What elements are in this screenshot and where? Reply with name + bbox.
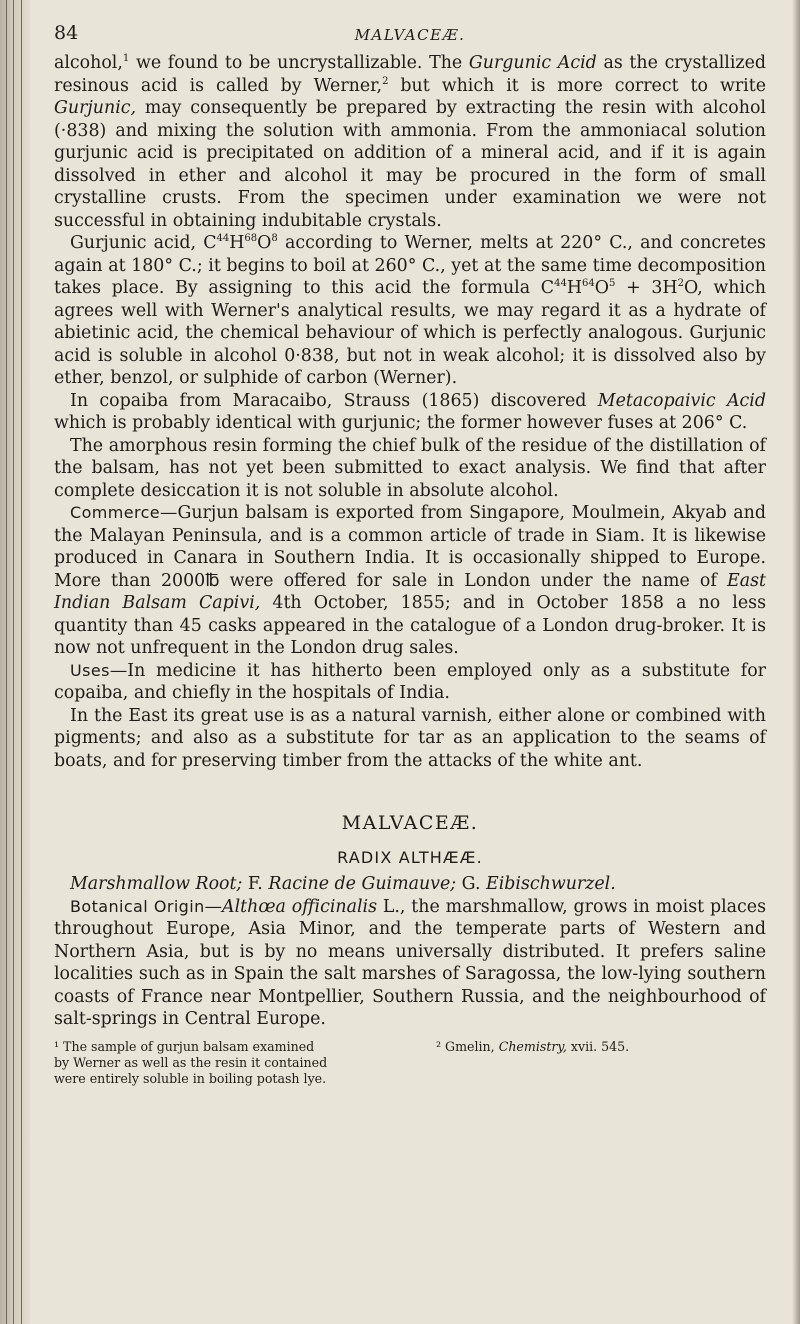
text-run: as the crystallized resinous acid is called by Werner, xyxy=(54,53,767,96)
text-run: G. xyxy=(456,874,487,894)
text-run: but which it is more correct to write xyxy=(388,75,766,96)
section-label: Botanical Origin xyxy=(70,896,205,916)
footnote-1 xyxy=(54,1039,414,1087)
text-run: may consequently be prepared by extracting the resin with alcohol (·838) and mixing the solution with ammonia. From the ammoniacal solution gurjunic acid is precipitated on addition of a mineral acid, and if it is again dissolved in ether and alcohol it may be procured in the form of small crystalline crusts. From the specimen under examination we were not successful in obtaining indubitable crystals. xyxy=(54,98,766,231)
section-heading: MALVACEÆ. xyxy=(341,812,479,834)
superscript: 64 xyxy=(582,278,595,290)
text-run: Gurjunic acid, C xyxy=(70,233,217,253)
superscript: 8 xyxy=(271,233,278,245)
text-run: O xyxy=(257,233,272,253)
body-paragraph xyxy=(54,390,766,435)
text-run: In the East its great use is as a natural varnish, either alone or combined with pigments; and also as a substitute for tar as an application to the seams of boats, and for preserving timber from the attacks of the white ant. xyxy=(54,705,766,771)
footnote-line: ¹ The sample of gurjun balsam examined xyxy=(54,1038,315,1054)
footnote-2 xyxy=(436,1039,766,1087)
botanical-origin-paragraph xyxy=(54,896,766,1031)
text-run: F. xyxy=(242,874,269,894)
superscript: 44 xyxy=(554,278,567,290)
text-run: alcohol, xyxy=(54,53,123,73)
superscript: 68 xyxy=(244,233,258,245)
text-run: O xyxy=(594,278,610,298)
section-spacer xyxy=(54,772,766,812)
text-run: H xyxy=(229,233,245,253)
section-label: Commerce xyxy=(70,503,161,522)
superscript: 2 xyxy=(677,278,684,290)
text-run: —Gurjun balsam is exported from Singapore, Moulmein, Akyab and the Malayan Peninsula, and is a common article of trade in Siam. It is likewise produced in Canara in Southern India. It is occasionally shipped to Europe. More than 2000℔ were offered for sale in London under the name of xyxy=(54,503,766,591)
italic-text: Marshmallow Root; xyxy=(70,874,243,894)
italic-text: Chemistry, xyxy=(498,1038,567,1054)
text-run: we found to be uncrystallizable. The xyxy=(129,53,469,73)
body-paragraph xyxy=(54,705,766,773)
text-run: + 3H xyxy=(615,278,678,298)
text-run: xvii. 545. xyxy=(566,1038,630,1054)
footnote-line: were entirely soluble in boiling potash lye. xyxy=(54,1070,327,1086)
page-header xyxy=(54,18,766,52)
italic-text: Metacopaivic Acid xyxy=(597,390,766,411)
body-text xyxy=(54,52,766,772)
text-run: according to Werner, melts at 220° C., and concretes again at 180° C.; it begins to boil at 260° C., yet at the same time decomposition takes place. By assigning to this acid the formula C xyxy=(54,233,766,298)
body-paragraph xyxy=(54,52,766,232)
common-names-paragraph xyxy=(54,873,766,896)
superscript: 1 xyxy=(122,53,130,65)
drug-subheading: RADIX ALTHÆÆ. xyxy=(337,847,483,867)
italic-text: Gurgunic Acid xyxy=(468,53,597,73)
text-run: L., the marshmallow, grows in moist places throughout Europe, Asia Minor, and the temperate parts of Western and Northern Asia, but is by no means universally distributed. It prefers saline localities such as in Spain the salt marshes of Saragossa, the low-lying southern coasts of France near Montpellier, Southern Russia, and the neighbourhood of salt-springs in Central Europe. xyxy=(54,896,766,1029)
text-run: 4th October, 1855; and in October 1858 a no less quantity than 45 casks appeared in the catalogue of a London drug-broker. It is now not unfrequent in the London drug sales. xyxy=(54,593,766,658)
footnote-line: by Werner as well as the resin it contained xyxy=(54,1054,328,1070)
body-paragraph xyxy=(54,660,766,705)
italic-text: East Indian Balsam Capivi, xyxy=(54,570,766,613)
italic-text: Eibischwurzel. xyxy=(486,874,616,894)
gutter-line xyxy=(6,0,7,1324)
superscript: 44 xyxy=(216,233,230,245)
running-head: MALVACEÆ. xyxy=(354,26,466,44)
text-run: In copaiba from Maracaibo, Strauss (1865) discovered xyxy=(70,390,598,411)
text-run: H xyxy=(566,278,583,298)
italic-text: Gurjunic, xyxy=(54,98,137,118)
superscript: 5 xyxy=(609,278,616,290)
book-gutter xyxy=(0,0,30,1324)
text-run: ² Gmelin, xyxy=(436,1038,499,1054)
body-paragraph xyxy=(54,435,766,503)
book-page xyxy=(54,18,766,1087)
text-run: O, which agrees well with Werner's analytical results, we may regard it as a hydrate of abietinic acid, the chemical behaviour of which is perfectly analogous. Gurjunic acid is soluble in alcohol 0·838, but not in weak alcohol; it is dissolved also by ether, benzol, or sulphide of carbon (Werner). xyxy=(54,278,766,388)
gutter-line xyxy=(21,0,22,1324)
superscript: 2 xyxy=(382,75,389,87)
body-paragraph xyxy=(54,232,766,390)
page-number: 84 xyxy=(54,22,79,44)
italic-text: Althœa officinalis xyxy=(222,896,378,917)
italic-text: Racine de Guimauve; xyxy=(268,874,457,894)
section-label: Uses xyxy=(70,660,110,680)
body-paragraph xyxy=(54,502,766,660)
text-run: —In medicine it has hitherto been employed only as a substitute for copaiba, and chiefly in the hospitals of India. xyxy=(54,660,766,703)
text-run: which is probably identical with gurjunic; the former however fuses at 206° C. xyxy=(54,413,748,433)
page-edge xyxy=(792,0,800,1324)
footnotes xyxy=(54,1039,766,1087)
gutter-line xyxy=(13,0,14,1324)
text-run: The amorphous resin forming the chief bulk of the residue of the distillation of the balsam, has not yet been submitted to exact analysis. We find that after complete desiccation it is not soluble in absolute alcohol. xyxy=(54,435,766,501)
text-run: — xyxy=(204,896,223,917)
